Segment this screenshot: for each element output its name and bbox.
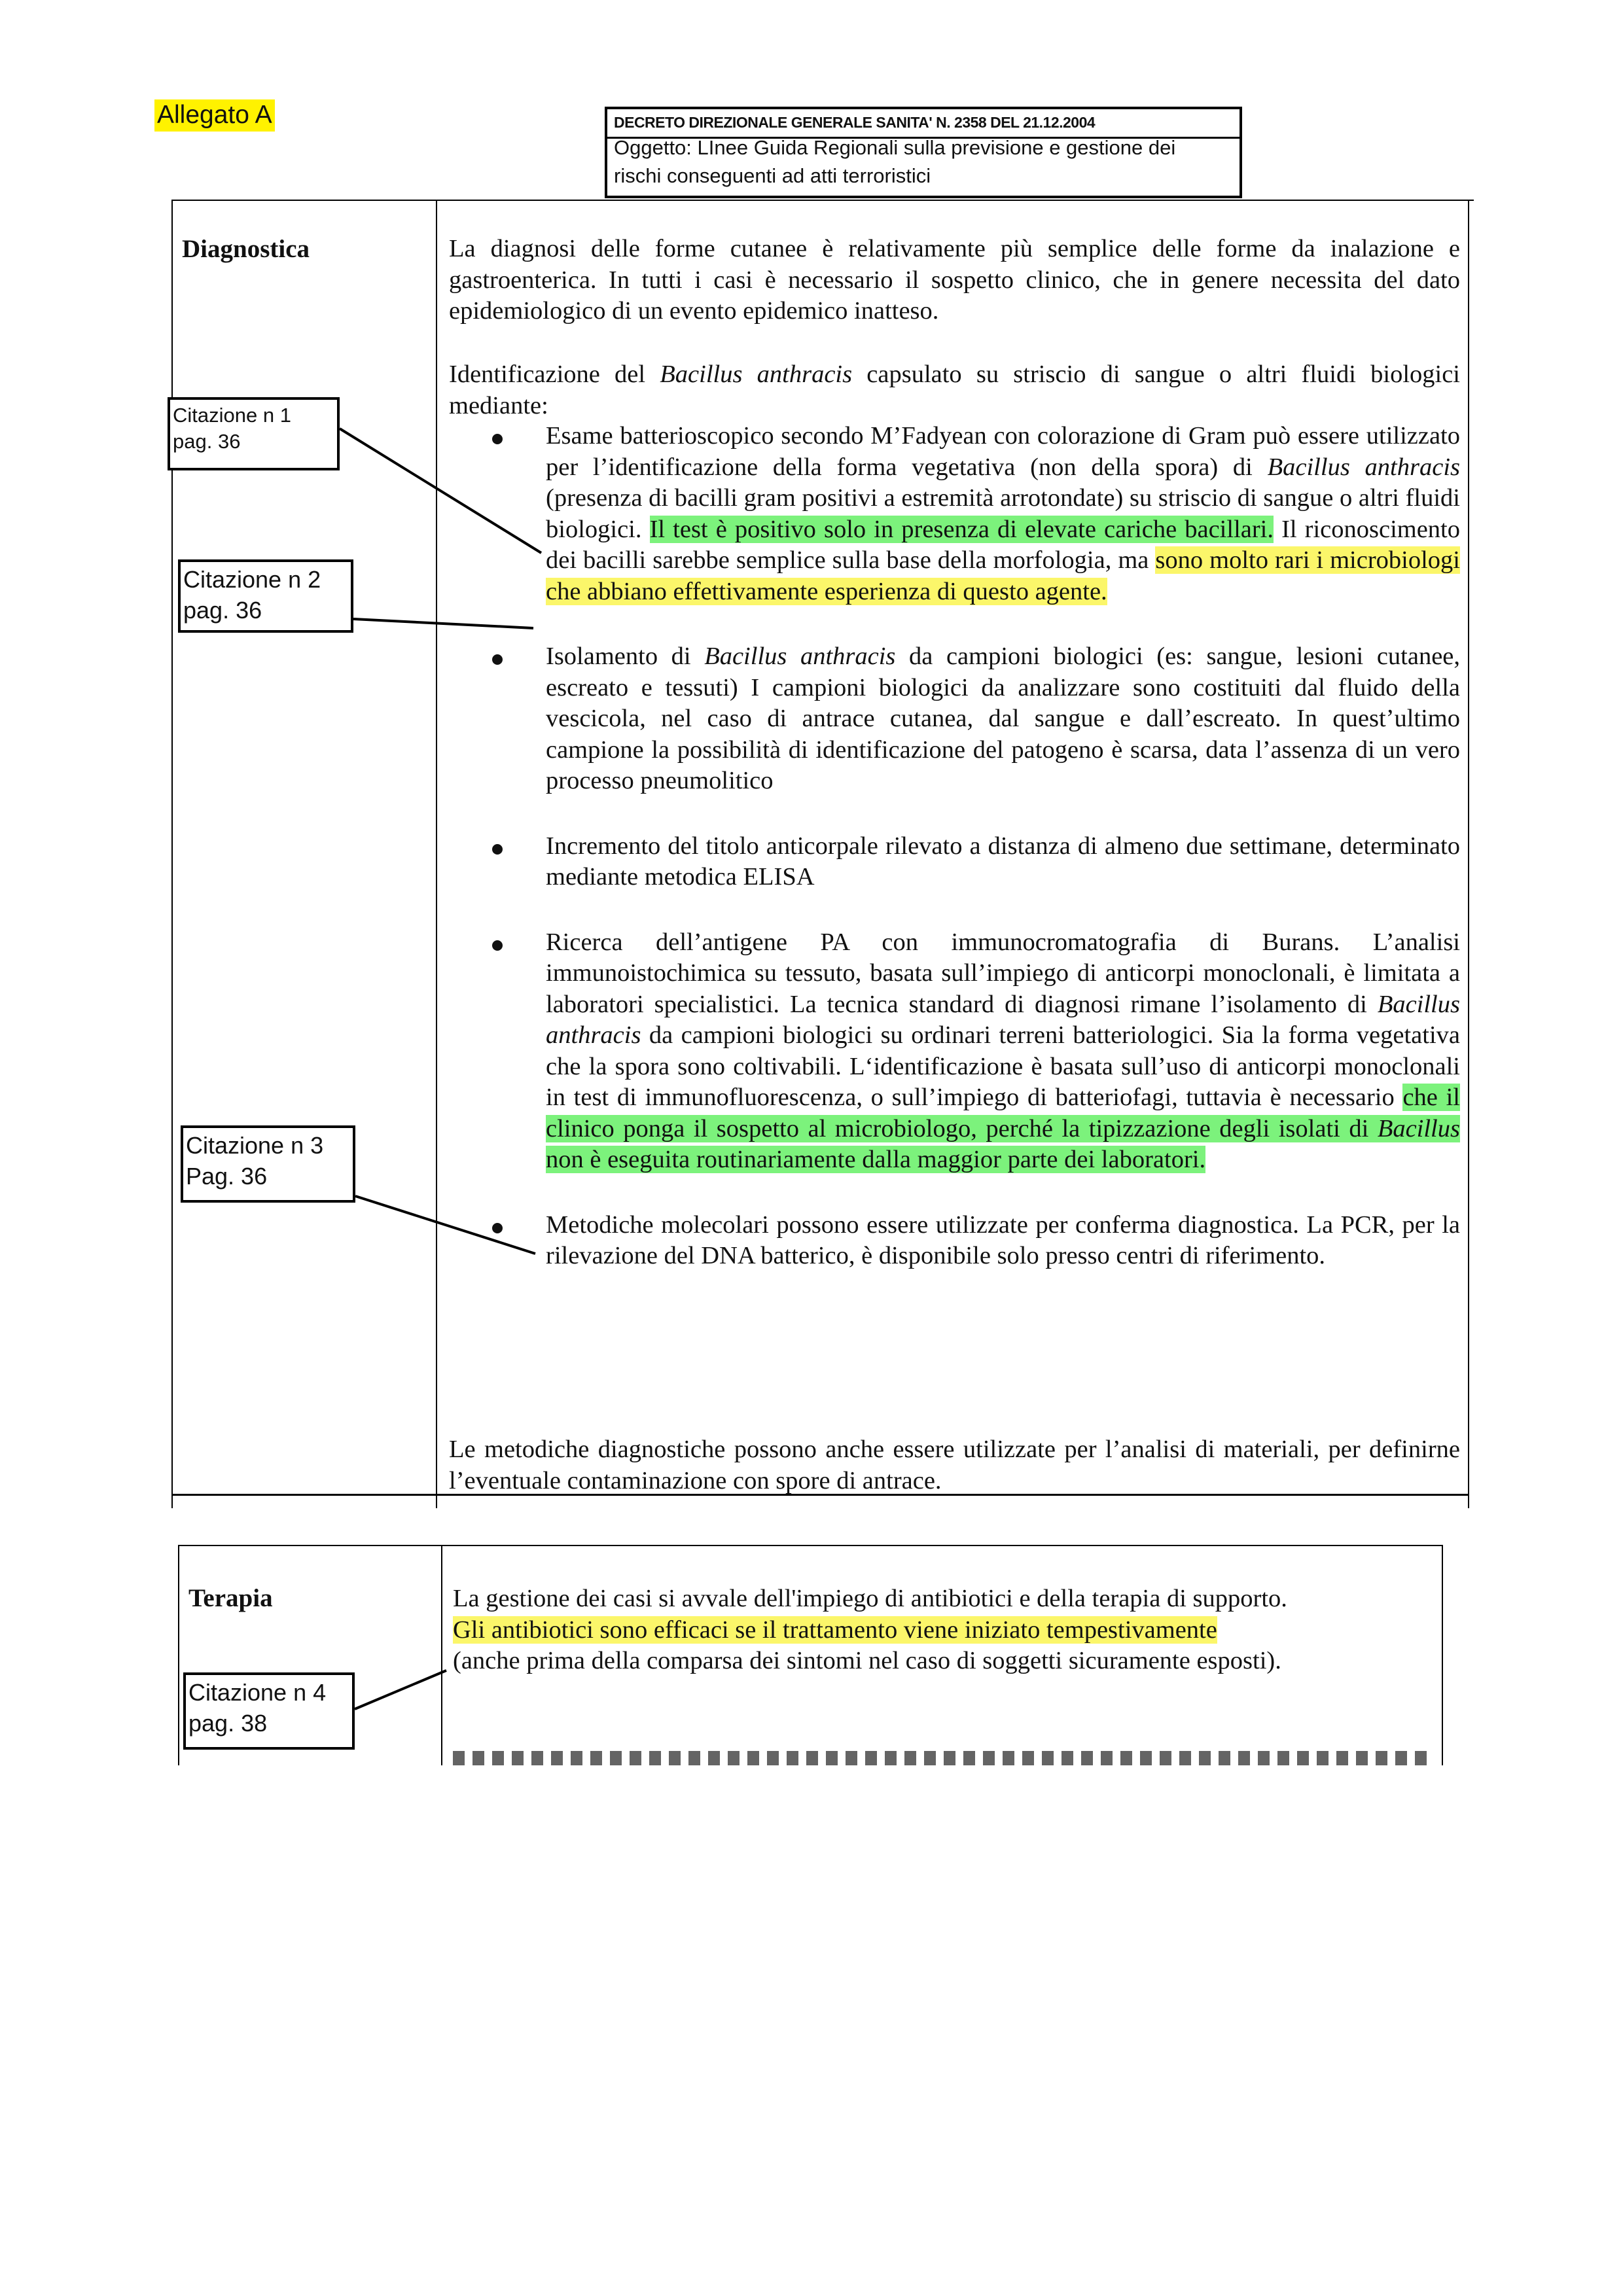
highlight-green-citation-1: Il test è positivo solo in presenza di elevate cariche bacillari. — [649, 515, 1274, 543]
terapia-paragraph-1: La gestione dei casi si avvale dell'impiego di antibiotici e della terapia di supporto. — [453, 1585, 1287, 1612]
row-label-terapia: Terapia — [188, 1584, 273, 1612]
bullet-5-text: Metodiche molecolari possono essere utilizzate per conferma diagnostica. La PCR, per la rilevazione del DNA batterico, è disponibile solo presso centri di riferimento. — [546, 1210, 1460, 1269]
connector-line-3 — [355, 1196, 535, 1254]
bullet-2-text-a: Isolamento di — [546, 643, 705, 670]
bullet-1-text-c: Il riconoscimento dei bacilli sarebbe semplice sulla base della morfologia, ma — [546, 515, 1461, 574]
bullet-4-highlight-species: Bacillus — [1377, 1114, 1460, 1142]
citation-3-number: Citazione n 3 — [186, 1132, 324, 1159]
bullet-4-text-b: da campioni biologici su ordinari terreni batteriologici. Sia la forma vegetativa che la spora sono coltivabili. L‘identificazione è basata sull’uso di anticorpi monoclonali in test di immunofluorescenza, o sull’impiego di batteriofagi, tuttavia è necessario — [546, 1021, 1460, 1111]
row-label-diagnostica: Diagnostica — [182, 235, 310, 263]
citation-1-number: Citazione n 1 — [173, 404, 291, 427]
allegato-label: Allegato A — [154, 99, 275, 132]
terapia-paragraph-2: (anche prima della comparsa dei sintomi nel caso di soggetti sicuramente esposti). — [453, 1647, 1281, 1674]
bullet-4-highlight-a: che il clinico ponga il sospetto al microbiologo, perché la tipizzazione degli isolati di — [546, 1084, 1461, 1142]
bullet-4-text-a: Ricerca dell’antigene PA con immunocromatografia di Burans. L’analisi immunoistochimica su tessuto, basata sull’impiego di anticorpi monoclonali, è limitata a laboratori specialistici. La tecnica standard di diagnosi rimane l’isolamento di — [546, 928, 1460, 1018]
decree-title: DECRETO DIREZIONALE GENERALE SANITA' N. 2358 DEL 21.12.2004 — [614, 114, 1096, 131]
decree-subject-line-2: rischi conseguenti ad atti terroristici — [614, 164, 931, 187]
bullet-1-species: Bacillus anthracis — [1267, 453, 1460, 481]
diagnostica-closing: Le metodiche diagnostiche possono anche essere utilizzate per l’analisi di materiali, per definirne l’eventuale contaminazione con spore di antrace. — [449, 1436, 1460, 1494]
citation-3-page: Pag. 36 — [186, 1162, 268, 1190]
citation-2-number: Citazione n 2 — [183, 566, 321, 593]
bullet-3-text: Incremento del titolo anticorpale rilevato a distanza di almeno due settimane, determinato mediante metodica ELISA — [546, 832, 1460, 891]
bullet-2-species: Bacillus anthracis — [704, 643, 896, 670]
connector-line-1 — [340, 429, 541, 553]
highlight-yellow-citation-2: sono molto rari i microbiologi che abbiano effettivamente esperienza di questo agente. — [546, 546, 1461, 605]
citation-2-page: pag. 36 — [183, 596, 262, 624]
connector-line-4 — [355, 1670, 446, 1709]
citation-4-page: pag. 38 — [188, 1709, 268, 1737]
citation-4-number: Citazione n 4 — [188, 1679, 327, 1706]
highlight-yellow-citation-4: Gli antibiotici sono efficaci se il trattamento viene iniziato tempestivamente — [453, 1616, 1217, 1644]
connector-line-2 — [353, 619, 533, 628]
ident-species: Bacillus anthracis — [660, 361, 853, 388]
bullet-1-text-a: Esame batterioscopico secondo M’Fadyean con colorazione di Gram può essere utilizzato per l’identificazione della forma vegetativa (non della spora) di — [546, 422, 1460, 481]
bullet-1-text-b: (presenza di bacilli gram positivi a estremità arrotondate) su striscio di sangue o altri fluidi biologici. — [546, 484, 1460, 543]
ident-text-pre: Identificazione del — [449, 361, 660, 388]
diagnostica-intro: La diagnosi delle forme cutanee è relativamente più semplice delle forme da inalazione e gastroenterica. In tutti i casi è necessario il sospetto clinico, che in genere necessita del dato epidemiologico di un evento epidemico inatteso. — [449, 235, 1460, 325]
ident-text-post: capsulato su striscio di sangue o altri fluidi biologici mediante: — [449, 361, 1460, 419]
citation-1-page: pag. 36 — [173, 430, 241, 453]
bullet-2-text-b: da campioni biologici (es: sangue, lesioni cutanee, escreato e tessuti) I campioni biologici da analizzare sono costituiti dal fluido della vescicola, nel caso di antrace cutanea, dal sangue e dall’escreato. In quest’ultimo campione la possibilità di identificazione del patogeno è scarsa, data l’assenza di un vero processo pneumolitico — [546, 643, 1460, 794]
bullet-4-species: Bacillus anthracis — [546, 990, 1460, 1049]
decree-subject-line-1: Oggetto: LInee Guida Regionali sulla previsione e gestione dei — [614, 135, 1176, 159]
bullet-4-highlight-b: non è eseguita routinariamente dalla maggior parte dei laboratori. — [546, 1146, 1206, 1173]
